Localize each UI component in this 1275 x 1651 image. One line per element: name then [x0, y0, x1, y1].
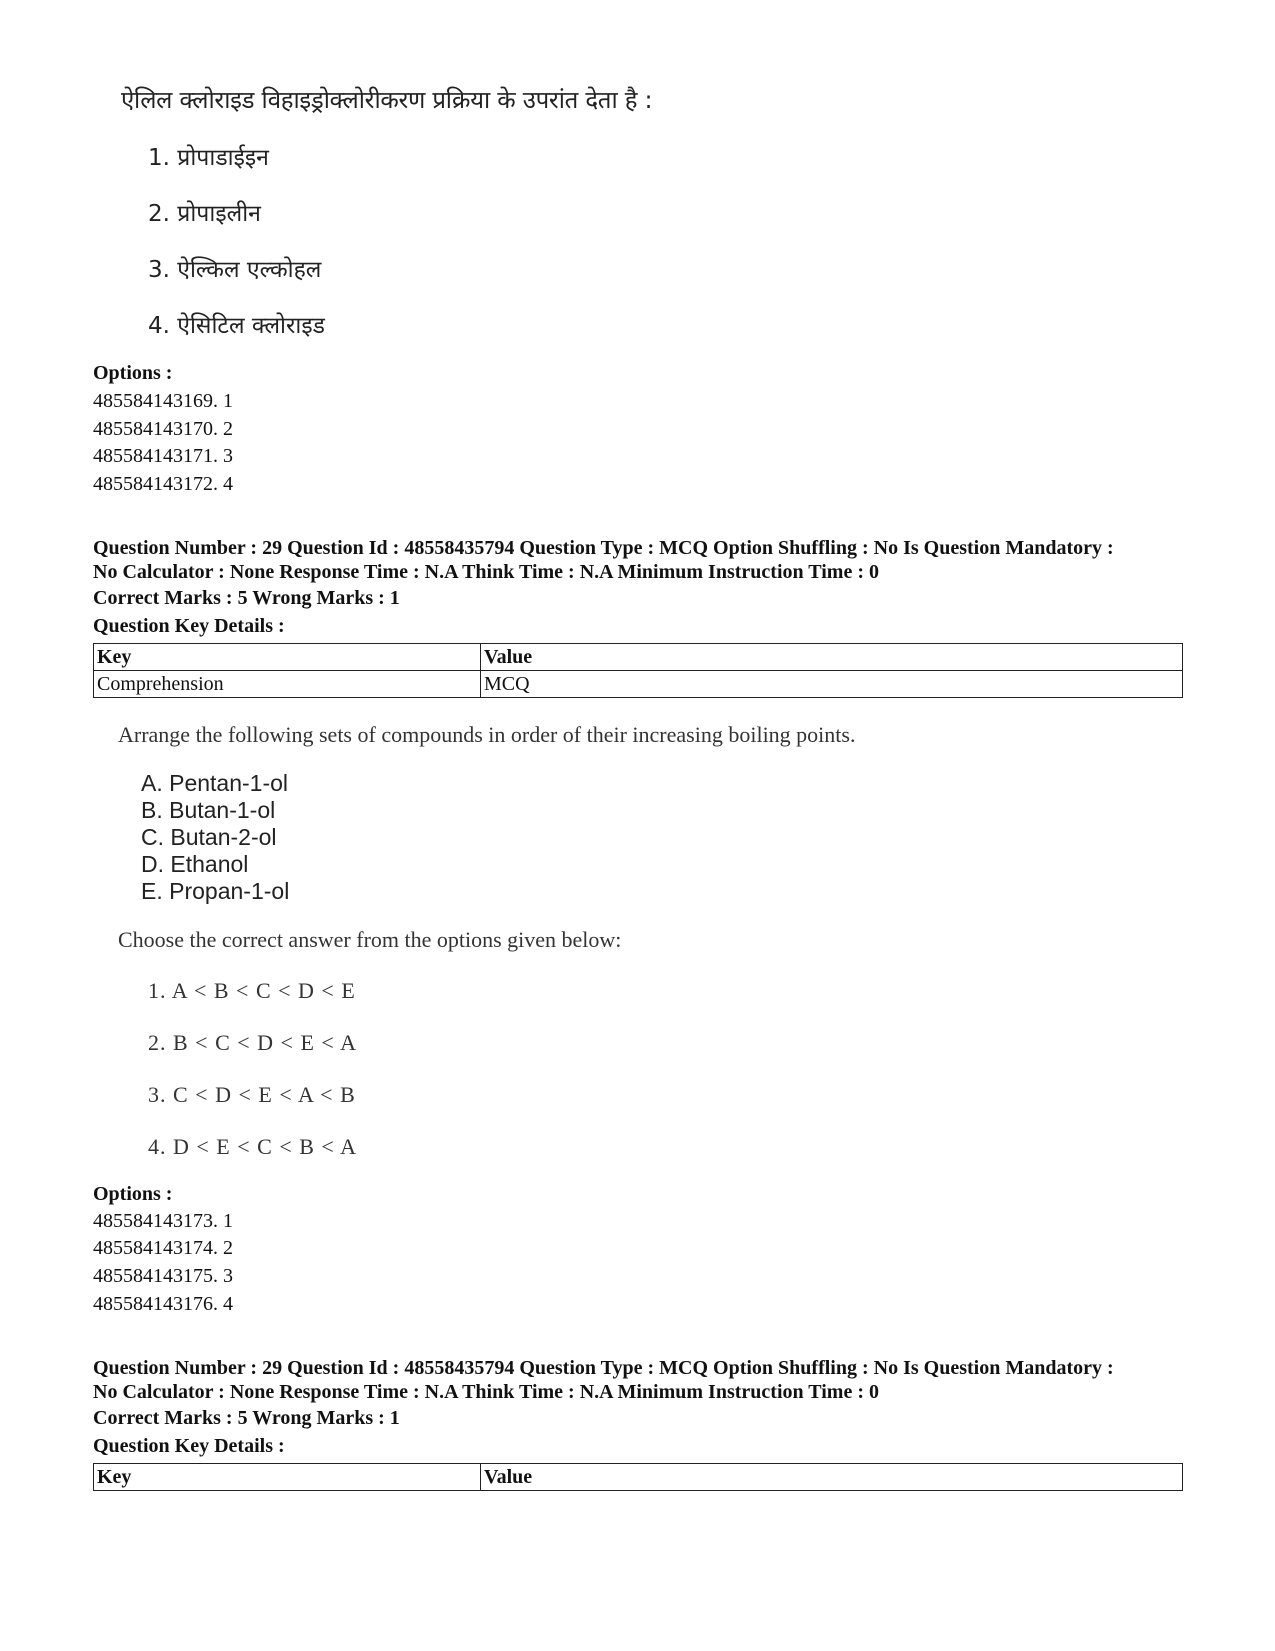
option-id-1: 485584143169. 1	[93, 390, 233, 412]
key-details-table	[93, 643, 1183, 698]
marks-line: Correct Marks : 5 Wrong Marks : 1	[93, 587, 400, 609]
table-cell-key: Comprehension	[94, 671, 481, 698]
table-header-key: Key	[94, 1464, 481, 1491]
compound-a: A. Pentan-1-ol	[141, 770, 289, 796]
question-meta	[93, 1356, 1183, 1404]
table-header-value: Value	[481, 1464, 1183, 1491]
compound-c: C. Butan-2-ol	[141, 824, 277, 850]
table-row	[94, 671, 1183, 698]
choice-4: 4. ऐसिटिल क्लोराइड	[148, 313, 325, 339]
choice-3: 3. C < D < E < A < B	[148, 1082, 356, 1107]
compound-e: E. Propan-1-ol	[141, 878, 290, 904]
choice-1: 1. A < B < C < D < E	[148, 978, 356, 1003]
table-cell-value: MCQ	[481, 671, 1183, 698]
question-text-hindi: ऐलिल क्लोराइड विहाइड्रोक्लोरीकरण प्रक्रिया के उपरांत देता है :	[121, 86, 653, 114]
options-label: Options :	[93, 1183, 173, 1205]
key-details-table	[93, 1463, 1183, 1491]
option-id-4: 485584143176. 4	[93, 1293, 233, 1315]
choice-4: 4. D < E < C < B < A	[148, 1134, 357, 1159]
table-header-value: Value	[481, 644, 1183, 671]
compound-list	[141, 770, 289, 905]
key-details-label: Question Key Details :	[93, 615, 285, 637]
compound-d: D. Ethanol	[141, 851, 249, 877]
choice-2: 2. प्रोपाइलीन	[148, 201, 261, 227]
option-id-3: 485584143175. 3	[93, 1265, 233, 1287]
choice-2: 2. B < C < D < E < A	[148, 1030, 357, 1055]
compound-b: B. Butan-1-ol	[141, 797, 276, 823]
key-details-label: Question Key Details :	[93, 1435, 285, 1457]
table-header-row	[94, 644, 1183, 671]
option-id-4: 485584143172. 4	[93, 473, 233, 495]
option-id-2: 485584143174. 2	[93, 1237, 233, 1259]
marks-line: Correct Marks : 5 Wrong Marks : 1	[93, 1407, 400, 1429]
instruction-text: Choose the correct answer from the options given below:	[118, 927, 622, 952]
options-label: Options :	[93, 362, 173, 384]
choice-1: 1. प्रोपाडाईइन	[148, 145, 269, 171]
question-meta-line-2: No Calculator : None Response Time : N.A Think Time : N.A Minimum Instruction Time : 0	[93, 1381, 879, 1403]
table-header-key: Key	[94, 644, 481, 671]
table-header-row	[94, 1464, 1183, 1491]
option-id-3: 485584143171. 3	[93, 445, 233, 467]
question-meta	[93, 536, 1183, 584]
choice-3: 3. ऐल्किल एल्कोहल	[148, 257, 322, 283]
question-text: Arrange the following sets of compounds in order of their increasing boiling points.	[118, 722, 856, 747]
option-id-2: 485584143170. 2	[93, 418, 233, 440]
question-meta-line-1: Question Number : 29 Question Id : 48558435794 Question Type : MCQ Option Shuffling : No Is Question Mandatory :	[93, 537, 1114, 559]
option-id-1: 485584143173. 1	[93, 1210, 233, 1232]
question-meta-line-1: Question Number : 29 Question Id : 48558435794 Question Type : MCQ Option Shuffling : No Is Question Mandatory :	[93, 1357, 1114, 1379]
question-meta-line-2: No Calculator : None Response Time : N.A Think Time : N.A Minimum Instruction Time : 0	[93, 561, 879, 583]
